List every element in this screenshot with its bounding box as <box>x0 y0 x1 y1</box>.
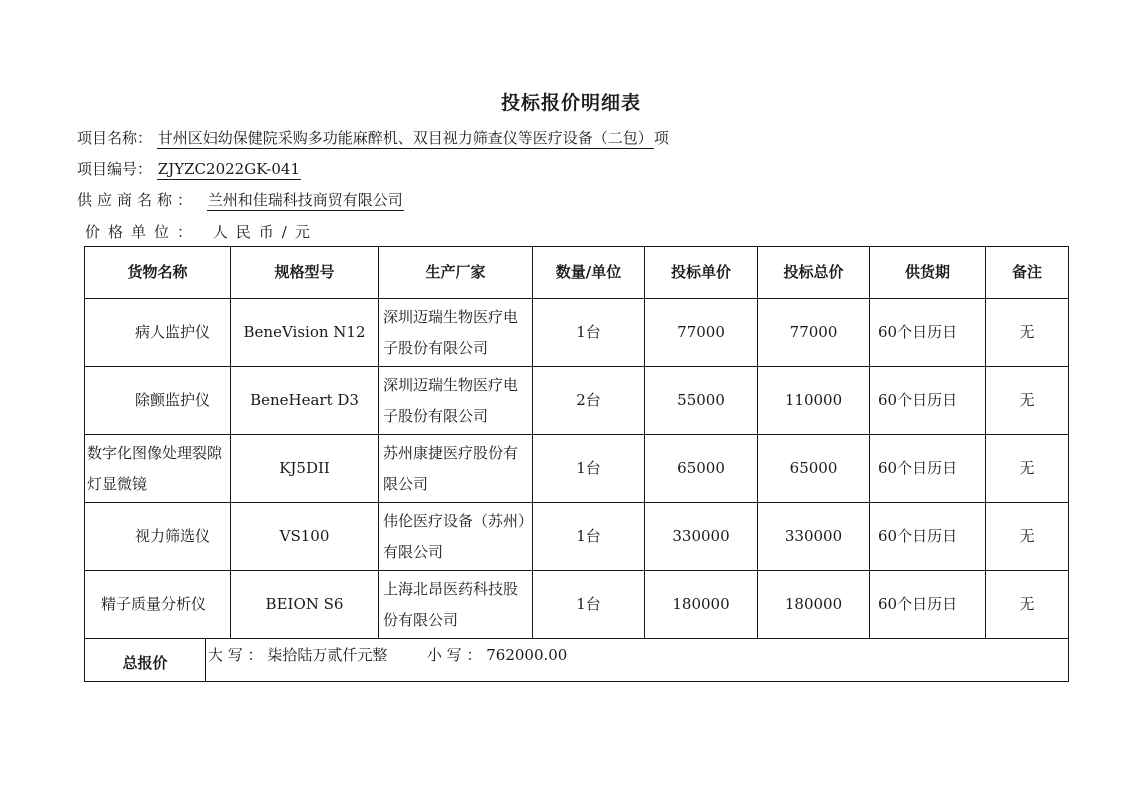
cell-model: KJ5DII <box>231 435 379 503</box>
currency-line <box>85 221 318 242</box>
total-amount-cell <box>206 639 1069 682</box>
total-upper-label: 大 写 ： <box>208 646 263 664</box>
cell-unit-price: 330000 <box>645 503 758 571</box>
cell-total-price: 77000 <box>758 299 870 367</box>
cell-delivery-period: 60个日历日 <box>870 435 986 503</box>
cell-remark: 无 <box>986 571 1069 639</box>
cell-remark: 无 <box>986 367 1069 435</box>
cell-manufacturer: 深圳迈瑞生物医疗电子股份有限公司 <box>379 299 533 367</box>
cell-item-name: 数字化图像处理裂隙灯显微镜 <box>85 435 231 503</box>
cell-delivery-period: 60个日历日 <box>870 503 986 571</box>
quotation-table <box>84 246 1069 682</box>
cell-unit-price: 77000 <box>645 299 758 367</box>
table-row <box>85 435 1069 503</box>
cell-unit-price: 180000 <box>645 571 758 639</box>
project-name-line <box>77 127 669 148</box>
header-manufacturer: 生产厂家 <box>379 247 533 299</box>
cell-item-name: 除颤监护仪 <box>85 367 231 435</box>
cell-manufacturer: 伟伦医疗设备（苏州）有限公司 <box>379 503 533 571</box>
table-row <box>85 299 1069 367</box>
cell-item-name: 病人监护仪 <box>85 299 231 367</box>
project-name-suffix: 项 <box>653 129 669 147</box>
cell-delivery-period: 60个日历日 <box>870 571 986 639</box>
project-name-label: 项目名称： <box>77 129 153 147</box>
cell-unit-price: 55000 <box>645 367 758 435</box>
cell-quantity: 2台 <box>533 367 645 435</box>
cell-quantity: 1台 <box>533 503 645 571</box>
header-item-name: 货物名称 <box>85 247 231 299</box>
table-header-row <box>85 247 1069 299</box>
supplier-line <box>77 189 404 210</box>
cell-remark: 无 <box>986 299 1069 367</box>
cell-remark: 无 <box>986 503 1069 571</box>
header-delivery-period: 供货期 <box>870 247 986 299</box>
cell-unit-price: 65000 <box>645 435 758 503</box>
total-lower-label: 小 写 ： <box>426 646 482 664</box>
cell-model: VS100 <box>231 503 379 571</box>
project-number-value: ZJYZC2022GK-041 <box>157 160 301 178</box>
cell-model: BeneVision N12 <box>231 299 379 367</box>
cell-manufacturer: 深圳迈瑞生物医疗电子股份有限公司 <box>379 367 533 435</box>
cell-quantity: 1台 <box>533 435 645 503</box>
cell-quantity: 1台 <box>533 571 645 639</box>
cell-total-price: 180000 <box>758 571 870 639</box>
header-quantity: 数量/单位 <box>533 247 645 299</box>
total-upper-value: 柒拾陆万贰仟元整 <box>267 646 388 664</box>
table-row <box>85 503 1069 571</box>
project-number-label: 项目编号： <box>77 160 153 178</box>
cell-manufacturer: 上海北昂医药科技股份有限公司 <box>379 571 533 639</box>
header-remark: 备注 <box>986 247 1069 299</box>
cell-model: BeneHeart D3 <box>231 367 379 435</box>
cell-total-price: 110000 <box>758 367 870 435</box>
total-lower-value: 762000.00 <box>486 646 568 664</box>
currency-label: 价格单位： <box>85 223 201 241</box>
cell-delivery-period: 60个日历日 <box>870 299 986 367</box>
table-row <box>85 571 1069 639</box>
cell-item-name: 视力筛选仪 <box>85 503 231 571</box>
document-title: 投标报价明细表 <box>500 92 641 114</box>
project-name-value: 甘州区妇幼保健院采购多功能麻醉机、双目视力筛查仪等医疗设备（二包） <box>157 129 653 147</box>
cell-model: BEION S6 <box>231 571 379 639</box>
header-total-price: 投标总价 <box>758 247 870 299</box>
header-model: 规格型号 <box>231 247 379 299</box>
supplier-label: 供应商名称： <box>77 191 198 209</box>
cell-manufacturer: 苏州康捷医疗股份有限公司 <box>379 435 533 503</box>
cell-total-price: 65000 <box>758 435 870 503</box>
cell-delivery-period: 60个日历日 <box>870 367 986 435</box>
cell-item-name: 精子质量分析仪 <box>85 571 231 639</box>
total-label: 总报价 <box>85 639 206 682</box>
currency-value: 人民币/元 <box>212 223 318 241</box>
table-row <box>85 367 1069 435</box>
total-row <box>85 639 1069 682</box>
cell-total-price: 330000 <box>758 503 870 571</box>
supplier-value: 兰州和佳瑞科技商贸有限公司 <box>207 191 403 209</box>
cell-quantity: 1台 <box>533 299 645 367</box>
project-number-line <box>77 158 301 179</box>
header-unit-price: 投标单价 <box>645 247 758 299</box>
cell-remark: 无 <box>986 435 1069 503</box>
